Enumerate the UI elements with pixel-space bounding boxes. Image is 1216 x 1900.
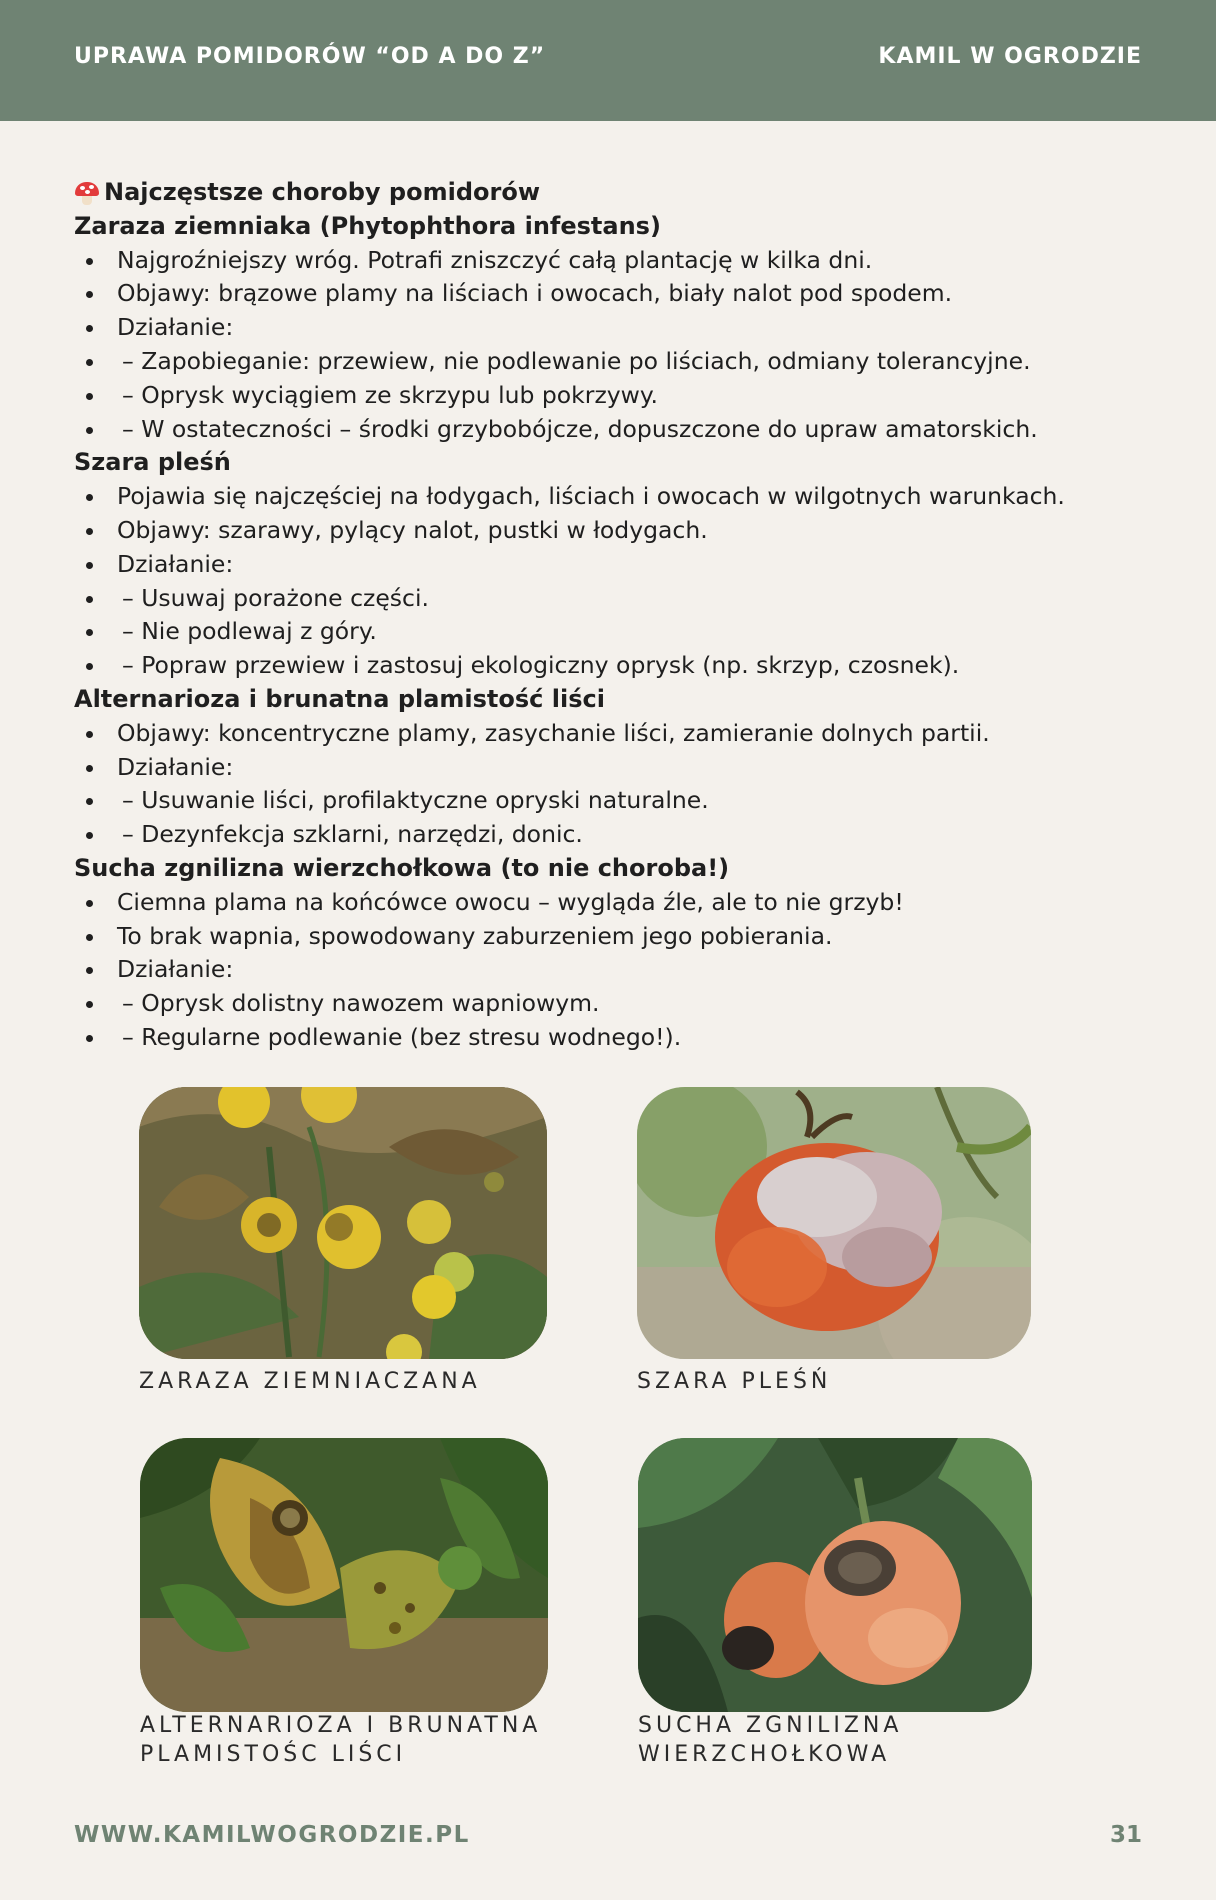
section-title-szara-plesn: Szara pleśń	[74, 448, 231, 477]
list-item: – Dezynfekcja szklarni, narzędzi, donic.	[74, 818, 1154, 852]
list-item: – Usuwanie liści, profilaktyczne opryski naturalne.	[74, 784, 1154, 818]
page-number: 31	[1109, 1822, 1142, 1848]
page-header	[0, 0, 1216, 121]
caption-sucha-zgnilizna: SUCHA ZGNILIZNA WIERZCHOŁKOWA	[638, 1713, 903, 1767]
photo-alternarioza	[140, 1438, 548, 1712]
photo-szara-plesn	[637, 1087, 1031, 1359]
caption-szara-plesn: SZARA PLEŚŃ	[637, 1369, 832, 1394]
list-item: Najgroźniejszy wróg. Potrafi zniszczyć całą plantację w kilka dni.	[74, 244, 1154, 278]
header-author: KAMIL W OGRODZIE	[878, 44, 1142, 69]
list-item: Objawy: szarawy, pylący nalot, pustki w łodygach.	[74, 514, 1154, 548]
list-item: Objawy: koncentryczne plamy, zasychanie liści, zamieranie dolnych partii.	[74, 717, 1154, 751]
article-content	[74, 176, 1154, 1055]
section-list-zaraza	[74, 244, 1154, 447]
list-item: – Popraw przewiew i zastosuj ekologiczny oprysk (np. skrzyp, czosnek).	[74, 649, 1154, 683]
caption-alternarioza: ALTERNARIOZA I BRUNATNA PLAMISTOŚC LIŚCI	[140, 1713, 542, 1767]
list-item: – Usuwaj porażone części.	[74, 582, 1154, 616]
list-item: Działanie:	[74, 953, 1154, 987]
list-item: – Oprysk wyciągiem ze skrzypu lub pokrzywy.	[74, 379, 1154, 413]
list-item: Pojawia się najczęściej na łodygach, liściach i owocach w wilgotnych warunkach.	[74, 480, 1154, 514]
list-item: Objawy: brązowe plamy na liściach i owocach, biały nalot pod spodem.	[74, 277, 1154, 311]
list-item: – Regularne podlewanie (bez stresu wodnego!).	[74, 1021, 1154, 1055]
mushroom-icon	[74, 180, 100, 206]
section-list-sucha-zgnilizna	[74, 886, 1154, 1055]
list-item: – W ostateczności – środki grzybobójcze, dopuszczone do upraw amatorskich.	[74, 413, 1154, 447]
section-title-sucha-zgnilizna: Sucha zgnilizna wierzchołkowa (to nie choroba!)	[74, 853, 730, 882]
list-item: Działanie:	[74, 311, 1154, 345]
list-item: – Oprysk dolistny nawozem wapniowym.	[74, 987, 1154, 1021]
list-item: Działanie:	[74, 751, 1154, 785]
footer-url[interactable]: WWW.KAMILWOGRODZIE.PL	[74, 1822, 470, 1848]
intro-heading	[74, 176, 1154, 210]
list-item: Ciemna plama na końcówce owocu – wygląda źle, ale to nie grzyb!	[74, 886, 1154, 920]
list-item: – Nie podlewaj z góry.	[74, 615, 1154, 649]
section-list-szara-plesn	[74, 480, 1154, 683]
section-list-alternarioza	[74, 717, 1154, 852]
list-item: Działanie:	[74, 548, 1154, 582]
section-title-zaraza: Zaraza ziemniaka (Phytophthora infestans)	[74, 211, 661, 240]
photo-sucha-zgnilizna	[638, 1438, 1032, 1712]
caption-zaraza-ziemniaczana: ZARAZA ZIEMNIACZANA	[139, 1369, 481, 1394]
intro-title: Najczęstsze choroby pomidorów	[104, 178, 540, 206]
list-item: – Zapobieganie: przewiew, nie podlewanie po liściach, odmiany tolerancyjne.	[74, 345, 1154, 379]
section-title-alternarioza: Alternarioza i brunatna plamistość liści	[74, 684, 605, 713]
photo-zaraza-ziemniaczana	[139, 1087, 547, 1359]
header-title: UPRAWA POMIDORÓW “OD A DO Z”	[74, 44, 546, 69]
list-item: To brak wapnia, spowodowany zaburzeniem jego pobierania.	[74, 920, 1154, 954]
